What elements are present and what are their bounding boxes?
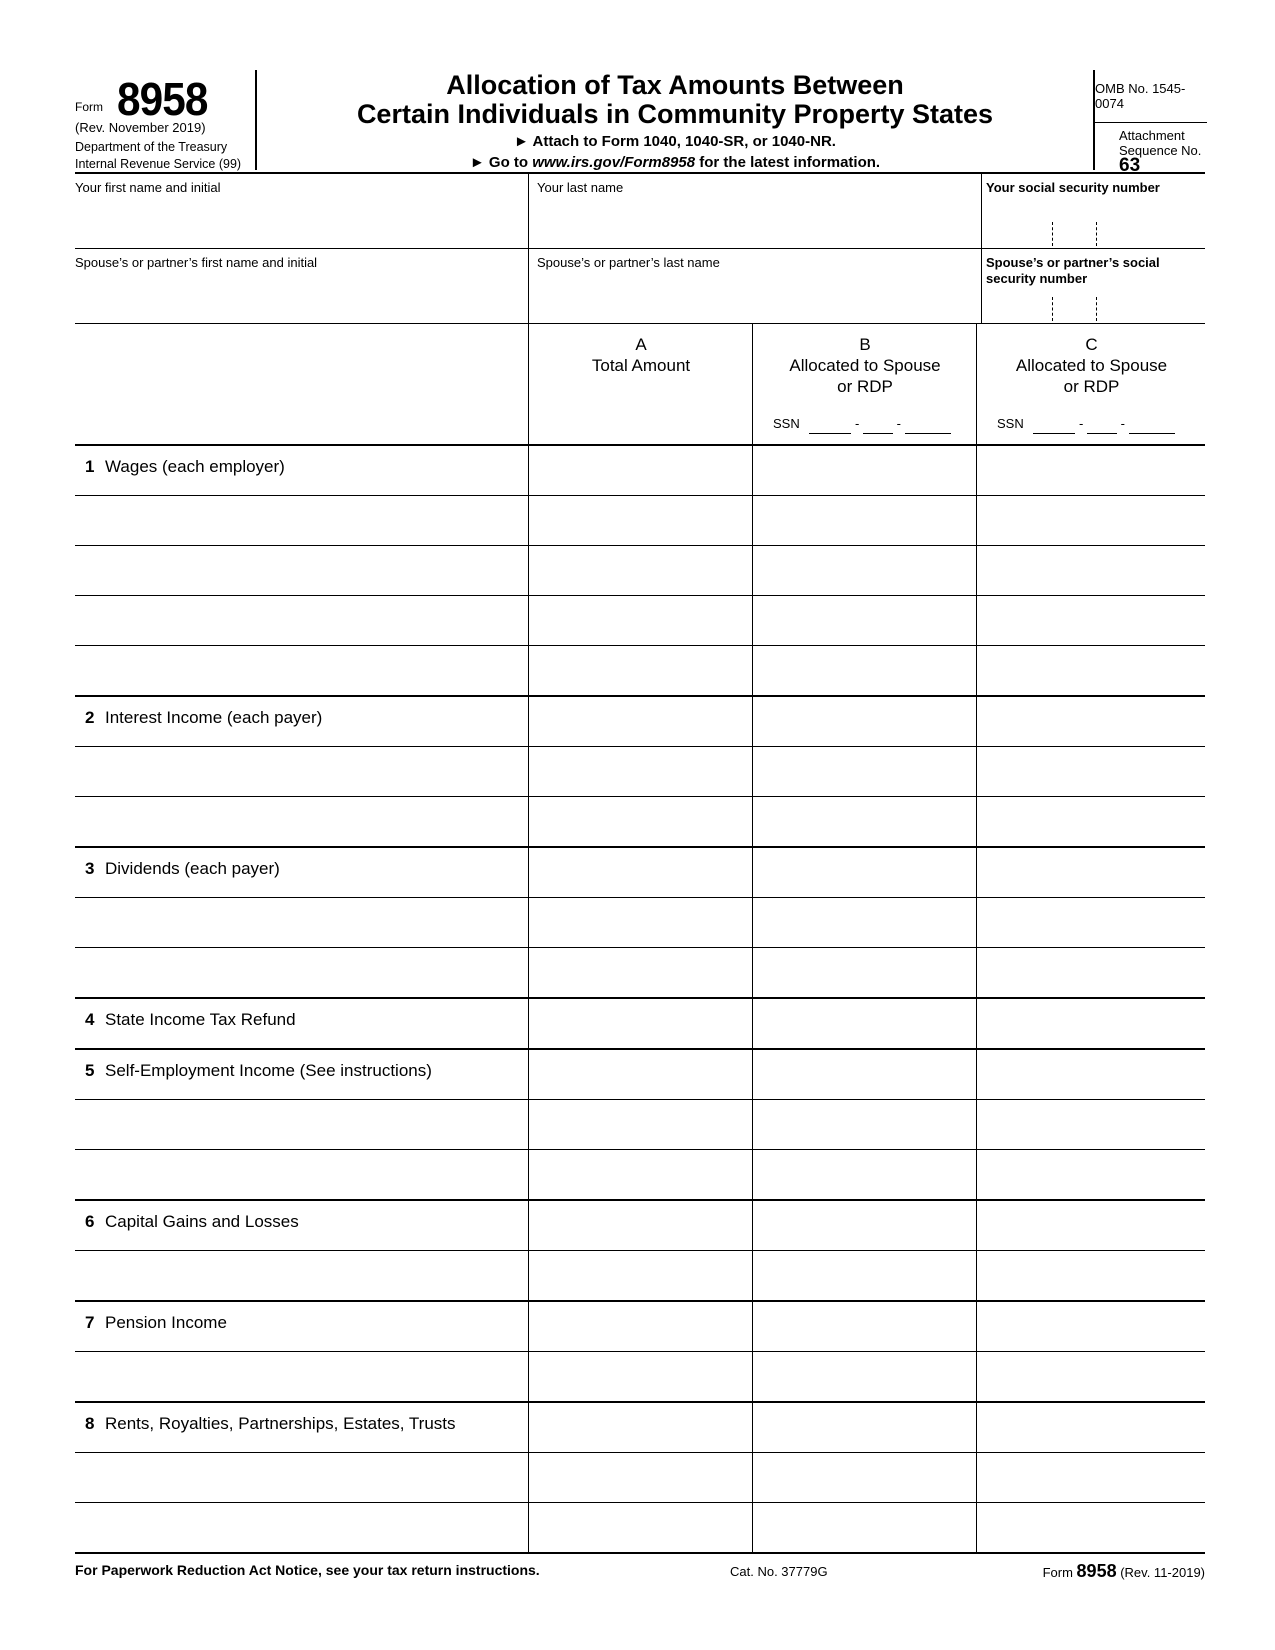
spouse-first-name-field[interactable] [75, 249, 528, 323]
column-c-amount-field[interactable] [976, 1302, 1206, 1351]
ssn-divider [1052, 297, 1053, 321]
column-a-amount-field[interactable] [528, 797, 753, 846]
column-c-amount-field[interactable] [976, 797, 1206, 846]
line-label: Dividends (each payer) [105, 859, 280, 878]
column-c-amount-field[interactable] [976, 646, 1206, 695]
column-a-amount-field[interactable] [528, 1352, 753, 1401]
column-c-amount-field[interactable] [976, 1503, 1206, 1552]
line-description-field[interactable] [75, 496, 528, 545]
department: Department of the Treasury [75, 140, 228, 154]
table-row [75, 1503, 1205, 1554]
column-c-amount-field[interactable] [976, 1352, 1206, 1401]
column-c-amount-field[interactable] [976, 1100, 1206, 1149]
ssn-blank[interactable] [1033, 421, 1075, 434]
column-b-letter: B [859, 335, 871, 354]
attachment-label: Attachment [1119, 128, 1185, 143]
ssn-blank[interactable] [809, 421, 851, 434]
table-row [75, 1302, 1205, 1352]
column-c-amount-field[interactable] [976, 1403, 1206, 1452]
column-b-amount-field[interactable] [752, 948, 977, 997]
line-label-cell [75, 1403, 528, 1452]
line-label: Self-Employment Income (See instructions) [105, 1061, 432, 1080]
line-label-cell [75, 1201, 528, 1250]
line-description-field[interactable] [75, 1352, 528, 1401]
irs-link[interactable]: www.irs.gov/Form8958 [532, 154, 696, 171]
line-description-field[interactable] [75, 898, 528, 947]
column-a-amount-field[interactable] [528, 1403, 753, 1452]
column-c-amount-field[interactable] [976, 999, 1206, 1048]
line-description-field[interactable] [75, 1251, 528, 1300]
column-b-amount-field[interactable] [752, 1251, 977, 1300]
column-b-amount-field[interactable] [752, 596, 977, 645]
line-number: 1 [85, 457, 95, 476]
table-row [75, 446, 1205, 496]
form-header [75, 70, 1205, 174]
line-label: Capital Gains and Losses [105, 1212, 299, 1231]
table-row [75, 1403, 1205, 1453]
table-row [75, 496, 1205, 546]
catalog-number: Cat. No. 37779G [730, 1564, 828, 1579]
column-b-amount-field[interactable] [752, 1302, 977, 1351]
column-b-label-2: or RDP [837, 377, 893, 396]
table-row [75, 948, 1205, 999]
line-description-field[interactable] [75, 1453, 528, 1502]
column-c-amount-field[interactable] [976, 546, 1206, 595]
spouse-first-name-label: Spouse’s or partner’s first name and initial [75, 255, 318, 270]
line-label: Rents, Royalties, Partnerships, Estates, Trusts [105, 1414, 456, 1433]
form-number: 8958 [117, 73, 208, 125]
table-row [75, 999, 1205, 1050]
column-b-amount-field[interactable] [752, 797, 977, 846]
table-row [75, 1201, 1205, 1251]
paperwork-notice: For Paperwork Reduction Act Notice, see your tax return instructions. [75, 1562, 540, 1578]
column-a-amount-field[interactable] [528, 999, 753, 1048]
goto-instruction [257, 152, 1093, 173]
spouse-last-name-label: Spouse’s or partner’s last name [537, 255, 720, 270]
line-label: Interest Income (each payer) [105, 708, 323, 727]
column-b-ssn[interactable] [773, 413, 951, 434]
line-number: 5 [85, 1061, 95, 1080]
ssn-blank[interactable] [863, 421, 893, 434]
footer-revision: (Rev. 11-2019) [1120, 1565, 1205, 1580]
column-b-amount-field[interactable] [752, 1050, 977, 1099]
column-a-letter: A [635, 335, 647, 354]
column-b-amount-field[interactable] [752, 697, 977, 746]
column-b-amount-field[interactable] [752, 1150, 977, 1199]
spouse-ssn-field[interactable] [981, 249, 1206, 323]
column-c-amount-field[interactable] [976, 596, 1206, 645]
first-name-label: Your first name and initial [75, 180, 221, 195]
line-label: Pension Income [105, 1313, 227, 1332]
column-b-amount-field[interactable] [752, 546, 977, 595]
table-row [75, 1352, 1205, 1403]
goto-prefix: ► Go to [469, 154, 533, 171]
column-c-amount-field[interactable] [976, 496, 1206, 545]
line-number: 4 [85, 1010, 95, 1029]
column-headers [75, 324, 1205, 446]
line-label: Wages (each employer) [105, 457, 285, 476]
line-description-field[interactable] [75, 646, 528, 695]
column-a-amount-field[interactable] [528, 596, 753, 645]
column-b-amount-field[interactable] [752, 1100, 977, 1149]
column-a-amount-field[interactable] [528, 546, 753, 595]
table-row [75, 697, 1205, 747]
line-description-field[interactable] [75, 797, 528, 846]
line-description-field[interactable] [75, 596, 528, 645]
column-c-amount-field[interactable] [976, 446, 1206, 495]
column-b-amount-field[interactable] [752, 898, 977, 947]
table-row [75, 797, 1205, 848]
column-b-amount-field[interactable] [752, 646, 977, 695]
ssn-dash: - [1078, 416, 1084, 431]
column-c-amount-field[interactable] [976, 747, 1206, 796]
form-title-line2: Certain Individuals in Community Property States [356, 99, 994, 129]
table-row [75, 1251, 1205, 1302]
column-c-letter: C [1085, 335, 1098, 354]
table-row [75, 1100, 1205, 1150]
table-row [75, 546, 1205, 596]
column-a-amount-field[interactable] [528, 898, 753, 947]
column-a-amount-field[interactable] [528, 1251, 753, 1300]
column-c-label-2: or RDP [1063, 377, 1120, 396]
table-row [75, 646, 1205, 697]
column-c-amount-field[interactable] [976, 1453, 1206, 1502]
form-footer [75, 1554, 1205, 1584]
line-number: 2 [85, 708, 95, 727]
column-a-amount-field[interactable] [528, 1201, 753, 1250]
ssn-dash: - [896, 416, 901, 431]
line-number: 6 [85, 1212, 95, 1231]
attachment-sequence [1119, 128, 1207, 174]
ssn-blank[interactable] [1087, 421, 1117, 434]
column-b-amount-field[interactable] [752, 446, 977, 495]
column-b-amount-field[interactable] [752, 496, 977, 545]
column-a-amount-field[interactable] [528, 1503, 753, 1552]
spouse-last-name-field[interactable] [528, 249, 982, 323]
column-c-ssn[interactable] [997, 413, 1175, 434]
line-label-cell [75, 697, 528, 746]
column-b-label-1: Allocated to Spouse [789, 356, 941, 375]
column-a-amount-field[interactable] [528, 1050, 753, 1099]
column-b-amount-field[interactable] [752, 848, 977, 897]
form-title-line1: Allocation of Tax Amounts Between [446, 70, 904, 100]
line-label: State Income Tax Refund [105, 1010, 296, 1029]
line-description-field[interactable] [75, 747, 528, 796]
line-description-field[interactable] [75, 1150, 528, 1199]
column-c-amount-field[interactable] [976, 948, 1206, 997]
column-b-amount-field[interactable] [752, 1352, 977, 1401]
column-c-amount-field[interactable] [976, 697, 1206, 746]
footer-form-number: 8958 [1076, 1561, 1117, 1581]
column-a-label: Total Amount [591, 356, 691, 375]
column-c-amount-field[interactable] [976, 1150, 1206, 1199]
column-a-amount-field[interactable] [528, 1302, 753, 1351]
table-row [75, 1150, 1205, 1201]
goto-suffix: for the latest information. [695, 154, 881, 171]
first-name-field[interactable] [75, 174, 528, 248]
ssn-blank[interactable] [905, 421, 951, 434]
line-description-field[interactable] [75, 546, 528, 595]
ssn-divider [1052, 222, 1053, 246]
spouse-ssn-label: Spouse’s or partner’s social security number [986, 255, 1160, 286]
column-a-amount-field[interactable] [528, 1453, 753, 1502]
line-label-cell [75, 1302, 528, 1351]
line-label-cell [75, 446, 528, 495]
taxpayer-name-row [75, 174, 1205, 249]
sequence-number: 63 [1119, 155, 1141, 176]
line-label-cell [75, 848, 528, 897]
column-c-amount-field[interactable] [976, 848, 1206, 897]
attach-instruction: ► Attach to Form 1040, 1040-SR, or 1040-NR. [514, 133, 836, 150]
form-word: Form [75, 100, 103, 114]
column-a-amount-field[interactable] [528, 446, 753, 495]
column-b-amount-field[interactable] [752, 1453, 977, 1502]
column-c-amount-field[interactable] [976, 1251, 1206, 1300]
form-page [75, 70, 1205, 1584]
line-label-cell [75, 1050, 528, 1099]
irs-name: Internal Revenue Service (99) [75, 157, 242, 171]
sequence-label: Sequence No. [1119, 143, 1202, 158]
line-number: 8 [85, 1414, 95, 1433]
table-row [75, 848, 1205, 898]
form-revision: (Rev. November 2019) [75, 120, 206, 135]
column-a-amount-field[interactable] [528, 848, 753, 897]
column-c-label-1: Allocated to Spouse [1015, 356, 1168, 375]
column-a-amount-field[interactable] [528, 646, 753, 695]
column-a-header [528, 324, 753, 444]
table-row [75, 1453, 1205, 1503]
table-row [75, 747, 1205, 797]
ssn-label: Your social security number [986, 180, 1160, 195]
column-a-amount-field[interactable] [528, 747, 753, 796]
ssn-label: SSN [997, 416, 1024, 431]
column-b-header [752, 324, 977, 444]
footer-form-id [1043, 1561, 1205, 1582]
allocation-table [75, 446, 1205, 1554]
last-name-label: Your last name [537, 180, 624, 195]
column-a-amount-field[interactable] [528, 948, 753, 997]
footer-form-word: Form [1042, 1565, 1073, 1580]
line-description-field[interactable] [75, 948, 528, 997]
title-block [257, 70, 1093, 170]
column-b-amount-field[interactable] [752, 1201, 977, 1250]
last-name-field[interactable] [528, 174, 982, 248]
column-a-amount-field[interactable] [528, 1100, 753, 1149]
column-b-amount-field[interactable] [752, 999, 977, 1048]
ssn-blank[interactable] [1129, 421, 1175, 434]
table-row [75, 596, 1205, 646]
ssn-field[interactable] [981, 174, 1206, 248]
column-c-header [976, 324, 1206, 444]
column-a-amount-field[interactable] [528, 697, 753, 746]
ssn-divider [1096, 222, 1097, 246]
column-a-amount-field[interactable] [528, 496, 753, 545]
column-b-amount-field[interactable] [752, 1403, 977, 1452]
column-b-amount-field[interactable] [752, 747, 977, 796]
omb-box [1093, 70, 1207, 176]
column-c-amount-field[interactable] [976, 898, 1206, 947]
form-id-box [75, 70, 257, 170]
line-description-field[interactable] [75, 1100, 528, 1149]
column-c-amount-field[interactable] [976, 1201, 1206, 1250]
line-description-field[interactable] [75, 1503, 528, 1552]
column-b-amount-field[interactable] [752, 1503, 977, 1552]
department-block [75, 139, 241, 173]
line-number: 7 [85, 1313, 95, 1332]
table-row [75, 1050, 1205, 1100]
ssn-dash: - [1120, 416, 1125, 431]
ssn-dash: - [854, 416, 860, 431]
ssn-label: SSN [773, 416, 800, 431]
omb-number: OMB No. 1545-0074 [1095, 70, 1207, 123]
spouse-name-row [75, 249, 1205, 324]
table-row [75, 898, 1205, 948]
line-label-cell [75, 999, 528, 1048]
ssn-divider [1096, 297, 1097, 321]
column-c-amount-field[interactable] [976, 1050, 1206, 1099]
line-number: 3 [85, 859, 95, 878]
column-a-amount-field[interactable] [528, 1150, 753, 1199]
